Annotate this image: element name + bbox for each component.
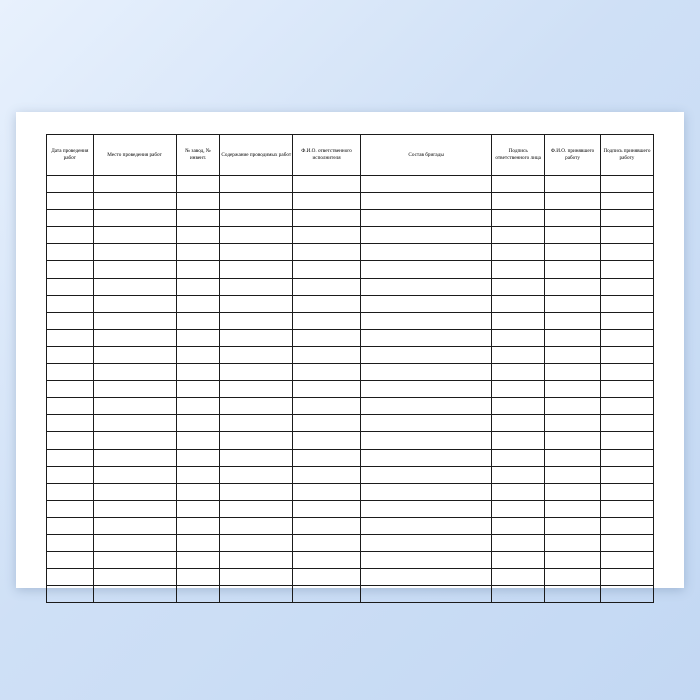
column-header-place: Место проведения работ: [93, 135, 176, 176]
table-cell-place[interactable]: [93, 466, 176, 483]
table-cell-date[interactable]: [47, 483, 94, 500]
table-cell-date[interactable]: [47, 569, 94, 586]
table-cell-acceptor_sign[interactable]: [600, 295, 653, 312]
table-cell-crew[interactable]: [361, 244, 492, 261]
table-cell-content[interactable]: [220, 466, 293, 483]
table-row[interactable]: [47, 193, 654, 210]
table-cell-date[interactable]: [47, 517, 94, 534]
table-cell-content[interactable]: [220, 449, 293, 466]
table-cell-date[interactable]: [47, 295, 94, 312]
table-cell-number[interactable]: [176, 227, 220, 244]
table-cell-responsible[interactable]: [293, 569, 361, 586]
table-cell-place[interactable]: [93, 517, 176, 534]
table-cell-acceptor_sign[interactable]: [600, 346, 653, 363]
table-cell-date[interactable]: [47, 244, 94, 261]
table-cell-number[interactable]: [176, 552, 220, 569]
table-cell-acceptor_name[interactable]: [545, 569, 601, 586]
table-cell-responsible[interactable]: [293, 432, 361, 449]
table-cell-number[interactable]: [176, 193, 220, 210]
table-cell-acceptor_sign[interactable]: [600, 432, 653, 449]
table-cell-acceptor_name[interactable]: [545, 176, 601, 193]
table-cell-acceptor_name[interactable]: [545, 466, 601, 483]
table-cell-date[interactable]: [47, 364, 94, 381]
table-cell-crew[interactable]: [361, 449, 492, 466]
table-cell-sign_responsible[interactable]: [492, 176, 545, 193]
table-cell-place[interactable]: [93, 329, 176, 346]
table-cell-acceptor_sign[interactable]: [600, 586, 653, 603]
table-cell-place[interactable]: [93, 569, 176, 586]
table-cell-acceptor_name[interactable]: [545, 398, 601, 415]
table-cell-number[interactable]: [176, 466, 220, 483]
table-cell-place[interactable]: [93, 415, 176, 432]
table-cell-responsible[interactable]: [293, 210, 361, 227]
table-cell-crew[interactable]: [361, 312, 492, 329]
table-cell-responsible[interactable]: [293, 552, 361, 569]
table-cell-sign_responsible[interactable]: [492, 500, 545, 517]
table-cell-place[interactable]: [93, 278, 176, 295]
table-cell-number[interactable]: [176, 398, 220, 415]
table-cell-date[interactable]: [47, 500, 94, 517]
table-cell-place[interactable]: [93, 381, 176, 398]
table-cell-acceptor_sign[interactable]: [600, 569, 653, 586]
table-cell-content[interactable]: [220, 176, 293, 193]
table-cell-number[interactable]: [176, 244, 220, 261]
table-cell-sign_responsible[interactable]: [492, 552, 545, 569]
table-cell-sign_responsible[interactable]: [492, 312, 545, 329]
table-cell-crew[interactable]: [361, 398, 492, 415]
table-cell-place[interactable]: [93, 227, 176, 244]
table-cell-acceptor_name[interactable]: [545, 415, 601, 432]
column-header-acceptor-sign: Подпись принявшего работу: [600, 135, 653, 176]
table-cell-acceptor_sign[interactable]: [600, 278, 653, 295]
table-cell-responsible[interactable]: [293, 295, 361, 312]
table-row[interactable]: [47, 586, 654, 603]
table-cell-sign_responsible[interactable]: [492, 517, 545, 534]
table-cell-place[interactable]: [93, 346, 176, 363]
table-cell-acceptor_name[interactable]: [545, 364, 601, 381]
table-cell-place[interactable]: [93, 398, 176, 415]
table-cell-responsible[interactable]: [293, 449, 361, 466]
table-row[interactable]: [47, 569, 654, 586]
table-cell-content[interactable]: [220, 329, 293, 346]
table-cell-responsible[interactable]: [293, 312, 361, 329]
table-cell-responsible[interactable]: [293, 261, 361, 278]
table-cell-content[interactable]: [220, 483, 293, 500]
table-cell-number[interactable]: [176, 415, 220, 432]
table-cell-date[interactable]: [47, 312, 94, 329]
table-cell-sign_responsible[interactable]: [492, 483, 545, 500]
table-cell-sign_responsible[interactable]: [492, 432, 545, 449]
table-cell-acceptor_sign[interactable]: [600, 500, 653, 517]
table-cell-acceptor_name[interactable]: [545, 552, 601, 569]
table-cell-crew[interactable]: [361, 227, 492, 244]
table-cell-crew[interactable]: [361, 517, 492, 534]
table-cell-acceptor_name[interactable]: [545, 500, 601, 517]
table-cell-number[interactable]: [176, 312, 220, 329]
table-cell-acceptor_name[interactable]: [545, 244, 601, 261]
table-cell-acceptor_sign[interactable]: [600, 415, 653, 432]
table-cell-date[interactable]: [47, 398, 94, 415]
table-cell-crew[interactable]: [361, 381, 492, 398]
table-cell-responsible[interactable]: [293, 534, 361, 551]
column-header-sign-responsible: Подпись ответственного лица: [492, 135, 545, 176]
table-cell-content[interactable]: [220, 193, 293, 210]
table-cell-place[interactable]: [93, 244, 176, 261]
table-cell-crew[interactable]: [361, 415, 492, 432]
table-cell-date[interactable]: [47, 466, 94, 483]
table-row[interactable]: [47, 210, 654, 227]
journal-table: [46, 134, 654, 603]
table-cell-number[interactable]: [176, 449, 220, 466]
table-cell-number[interactable]: [176, 586, 220, 603]
table-cell-number[interactable]: [176, 432, 220, 449]
column-header-date: Дата проведения работ: [47, 135, 94, 176]
table-cell-responsible[interactable]: [293, 586, 361, 603]
table-row[interactable]: [47, 364, 654, 381]
table-cell-crew[interactable]: [361, 466, 492, 483]
table-cell-date[interactable]: [47, 432, 94, 449]
table-cell-content[interactable]: [220, 295, 293, 312]
table-cell-date[interactable]: [47, 227, 94, 244]
table-cell-content[interactable]: [220, 364, 293, 381]
table-cell-place[interactable]: [93, 176, 176, 193]
table-cell-content[interactable]: [220, 210, 293, 227]
table-cell-number[interactable]: [176, 295, 220, 312]
table-cell-date[interactable]: [47, 329, 94, 346]
table-cell-acceptor_name[interactable]: [545, 534, 601, 551]
table-cell-content[interactable]: [220, 261, 293, 278]
table-cell-responsible[interactable]: [293, 176, 361, 193]
table-row[interactable]: [47, 295, 654, 312]
table-row[interactable]: [47, 176, 654, 193]
table-row[interactable]: [47, 346, 654, 363]
table-cell-number[interactable]: [176, 517, 220, 534]
table-cell-place[interactable]: [93, 312, 176, 329]
table-cell-acceptor_sign[interactable]: [600, 193, 653, 210]
table-cell-place[interactable]: [93, 364, 176, 381]
table-row[interactable]: [47, 534, 654, 551]
table-cell-content[interactable]: [220, 517, 293, 534]
table-cell-acceptor_sign[interactable]: [600, 398, 653, 415]
table-cell-responsible[interactable]: [293, 193, 361, 210]
table-cell-responsible[interactable]: [293, 244, 361, 261]
table-cell-content[interactable]: [220, 534, 293, 551]
table-header: [47, 135, 654, 176]
table-cell-crew[interactable]: [361, 210, 492, 227]
table-cell-date[interactable]: [47, 415, 94, 432]
table-cell-crew[interactable]: [361, 295, 492, 312]
table-cell-sign_responsible[interactable]: [492, 398, 545, 415]
table-cell-number[interactable]: [176, 483, 220, 500]
table-row[interactable]: [47, 432, 654, 449]
table-cell-number[interactable]: [176, 329, 220, 346]
table-cell-date[interactable]: [47, 449, 94, 466]
table-cell-acceptor_sign[interactable]: [600, 466, 653, 483]
table-cell-crew[interactable]: [361, 483, 492, 500]
table-cell-acceptor_name[interactable]: [545, 346, 601, 363]
table-cell-acceptor_sign[interactable]: [600, 261, 653, 278]
table-cell-acceptor_name[interactable]: [545, 261, 601, 278]
table-cell-sign_responsible[interactable]: [492, 227, 545, 244]
table-row[interactable]: [47, 329, 654, 346]
table-cell-number[interactable]: [176, 346, 220, 363]
table-cell-acceptor_name[interactable]: [545, 517, 601, 534]
table-cell-responsible[interactable]: [293, 398, 361, 415]
table-cell-responsible[interactable]: [293, 500, 361, 517]
table-cell-number[interactable]: [176, 364, 220, 381]
table-cell-content[interactable]: [220, 278, 293, 295]
table-cell-date[interactable]: [47, 552, 94, 569]
table-cell-sign_responsible[interactable]: [492, 466, 545, 483]
table-cell-sign_responsible[interactable]: [492, 295, 545, 312]
table-cell-place[interactable]: [93, 534, 176, 551]
table-cell-place[interactable]: [93, 295, 176, 312]
table-cell-crew[interactable]: [361, 552, 492, 569]
table-cell-number[interactable]: [176, 381, 220, 398]
table-cell-acceptor_name[interactable]: [545, 449, 601, 466]
table-cell-responsible[interactable]: [293, 381, 361, 398]
table-cell-date[interactable]: [47, 534, 94, 551]
table-body: [47, 176, 654, 603]
table-row[interactable]: [47, 244, 654, 261]
table-cell-date[interactable]: [47, 261, 94, 278]
table-cell-acceptor_sign[interactable]: [600, 312, 653, 329]
table-cell-crew[interactable]: [361, 278, 492, 295]
table-cell-acceptor_name[interactable]: [545, 432, 601, 449]
table-cell-sign_responsible[interactable]: [492, 329, 545, 346]
table-row[interactable]: [47, 398, 654, 415]
table-cell-number[interactable]: [176, 534, 220, 551]
table-cell-number[interactable]: [176, 210, 220, 227]
table-cell-sign_responsible[interactable]: [492, 193, 545, 210]
table-cell-sign_responsible[interactable]: [492, 449, 545, 466]
table-cell-sign_responsible[interactable]: [492, 415, 545, 432]
table-cell-date[interactable]: [47, 278, 94, 295]
table-cell-crew[interactable]: [361, 569, 492, 586]
table-row[interactable]: [47, 552, 654, 569]
table-cell-sign_responsible[interactable]: [492, 278, 545, 295]
table-cell-responsible[interactable]: [293, 227, 361, 244]
table-cell-place[interactable]: [93, 261, 176, 278]
table-row[interactable]: [47, 415, 654, 432]
table-cell-place[interactable]: [93, 210, 176, 227]
table-cell-sign_responsible[interactable]: [492, 364, 545, 381]
table-cell-responsible[interactable]: [293, 364, 361, 381]
table-cell-content[interactable]: [220, 244, 293, 261]
column-header-number: № завод, № инвент.: [176, 135, 220, 176]
table-cell-crew[interactable]: [361, 432, 492, 449]
table-cell-crew[interactable]: [361, 534, 492, 551]
table-cell-date[interactable]: [47, 176, 94, 193]
table-row[interactable]: [47, 381, 654, 398]
table-cell-crew[interactable]: [361, 586, 492, 603]
table-cell-acceptor_name[interactable]: [545, 210, 601, 227]
table-cell-acceptor_sign[interactable]: [600, 364, 653, 381]
table-cell-responsible[interactable]: [293, 329, 361, 346]
table-cell-acceptor_sign[interactable]: [600, 534, 653, 551]
table-cell-place[interactable]: [93, 586, 176, 603]
table-cell-responsible[interactable]: [293, 278, 361, 295]
table-cell-number[interactable]: [176, 278, 220, 295]
table-cell-place[interactable]: [93, 449, 176, 466]
table-cell-acceptor_sign[interactable]: [600, 244, 653, 261]
table-cell-place[interactable]: [93, 552, 176, 569]
table-cell-content[interactable]: [220, 381, 293, 398]
table-cell-crew[interactable]: [361, 261, 492, 278]
table-cell-acceptor_sign[interactable]: [600, 517, 653, 534]
table-cell-acceptor_name[interactable]: [545, 278, 601, 295]
table-cell-responsible[interactable]: [293, 466, 361, 483]
table-cell-content[interactable]: [220, 398, 293, 415]
table-cell-sign_responsible[interactable]: [492, 569, 545, 586]
table-cell-responsible[interactable]: [293, 483, 361, 500]
table-cell-acceptor_sign[interactable]: [600, 329, 653, 346]
table-cell-date[interactable]: [47, 586, 94, 603]
table-cell-content[interactable]: [220, 227, 293, 244]
table-cell-date[interactable]: [47, 193, 94, 210]
table-row[interactable]: [47, 483, 654, 500]
table-cell-acceptor_sign[interactable]: [600, 210, 653, 227]
table-cell-acceptor_sign[interactable]: [600, 449, 653, 466]
journal-page: [16, 112, 684, 588]
header-row: [47, 135, 654, 176]
table-cell-content[interactable]: [220, 500, 293, 517]
table-cell-content[interactable]: [220, 552, 293, 569]
table-row[interactable]: [47, 278, 654, 295]
table-cell-sign_responsible[interactable]: [492, 261, 545, 278]
table-cell-acceptor_sign[interactable]: [600, 483, 653, 500]
table-cell-content[interactable]: [220, 569, 293, 586]
table-cell-sign_responsible[interactable]: [492, 381, 545, 398]
table-cell-crew[interactable]: [361, 176, 492, 193]
table-cell-acceptor_name[interactable]: [545, 227, 601, 244]
table-cell-place[interactable]: [93, 500, 176, 517]
table-cell-sign_responsible[interactable]: [492, 534, 545, 551]
table-cell-sign_responsible[interactable]: [492, 210, 545, 227]
table-row[interactable]: [47, 227, 654, 244]
table-row[interactable]: [47, 517, 654, 534]
table-cell-date[interactable]: [47, 346, 94, 363]
table-cell-acceptor_sign[interactable]: [600, 176, 653, 193]
table-cell-sign_responsible[interactable]: [492, 244, 545, 261]
table-cell-number[interactable]: [176, 500, 220, 517]
table-cell-content[interactable]: [220, 415, 293, 432]
column-header-acceptor-name: Ф.И.О. принявшего работу: [545, 135, 601, 176]
table-cell-number[interactable]: [176, 176, 220, 193]
table-row[interactable]: [47, 449, 654, 466]
table-cell-responsible[interactable]: [293, 517, 361, 534]
table-cell-crew[interactable]: [361, 364, 492, 381]
table-cell-number[interactable]: [176, 261, 220, 278]
table-cell-acceptor_name[interactable]: [545, 586, 601, 603]
table-cell-acceptor_sign[interactable]: [600, 227, 653, 244]
table-cell-acceptor_sign[interactable]: [600, 381, 653, 398]
table-cell-content[interactable]: [220, 432, 293, 449]
table-cell-acceptor_name[interactable]: [545, 193, 601, 210]
table-cell-responsible[interactable]: [293, 415, 361, 432]
table-cell-sign_responsible[interactable]: [492, 346, 545, 363]
table-cell-acceptor_name[interactable]: [545, 381, 601, 398]
table-cell-place[interactable]: [93, 483, 176, 500]
column-header-responsible: Ф.И.О. ответственного исполнителя: [293, 135, 361, 176]
table-cell-crew[interactable]: [361, 193, 492, 210]
table-cell-crew[interactable]: [361, 329, 492, 346]
table-row[interactable]: [47, 500, 654, 517]
table-cell-content[interactable]: [220, 312, 293, 329]
table-cell-acceptor_name[interactable]: [545, 483, 601, 500]
journal-table-area: [46, 134, 654, 566]
table-cell-sign_responsible[interactable]: [492, 586, 545, 603]
table-cell-place[interactable]: [93, 193, 176, 210]
table-row[interactable]: [47, 261, 654, 278]
table-row[interactable]: [47, 466, 654, 483]
table-cell-content[interactable]: [220, 586, 293, 603]
table-cell-date[interactable]: [47, 210, 94, 227]
column-header-content: Содержание проводимых работ: [220, 135, 293, 176]
table-cell-content[interactable]: [220, 346, 293, 363]
column-header-crew: Состав бригады: [361, 135, 492, 176]
table-cell-number[interactable]: [176, 569, 220, 586]
table-cell-crew[interactable]: [361, 500, 492, 517]
table-cell-acceptor_name[interactable]: [545, 329, 601, 346]
table-cell-responsible[interactable]: [293, 346, 361, 363]
table-cell-place[interactable]: [93, 432, 176, 449]
table-cell-acceptor_name[interactable]: [545, 295, 601, 312]
table-row[interactable]: [47, 312, 654, 329]
table-cell-crew[interactable]: [361, 346, 492, 363]
table-cell-date[interactable]: [47, 381, 94, 398]
table-cell-acceptor_name[interactable]: [545, 312, 601, 329]
table-cell-acceptor_sign[interactable]: [600, 552, 653, 569]
